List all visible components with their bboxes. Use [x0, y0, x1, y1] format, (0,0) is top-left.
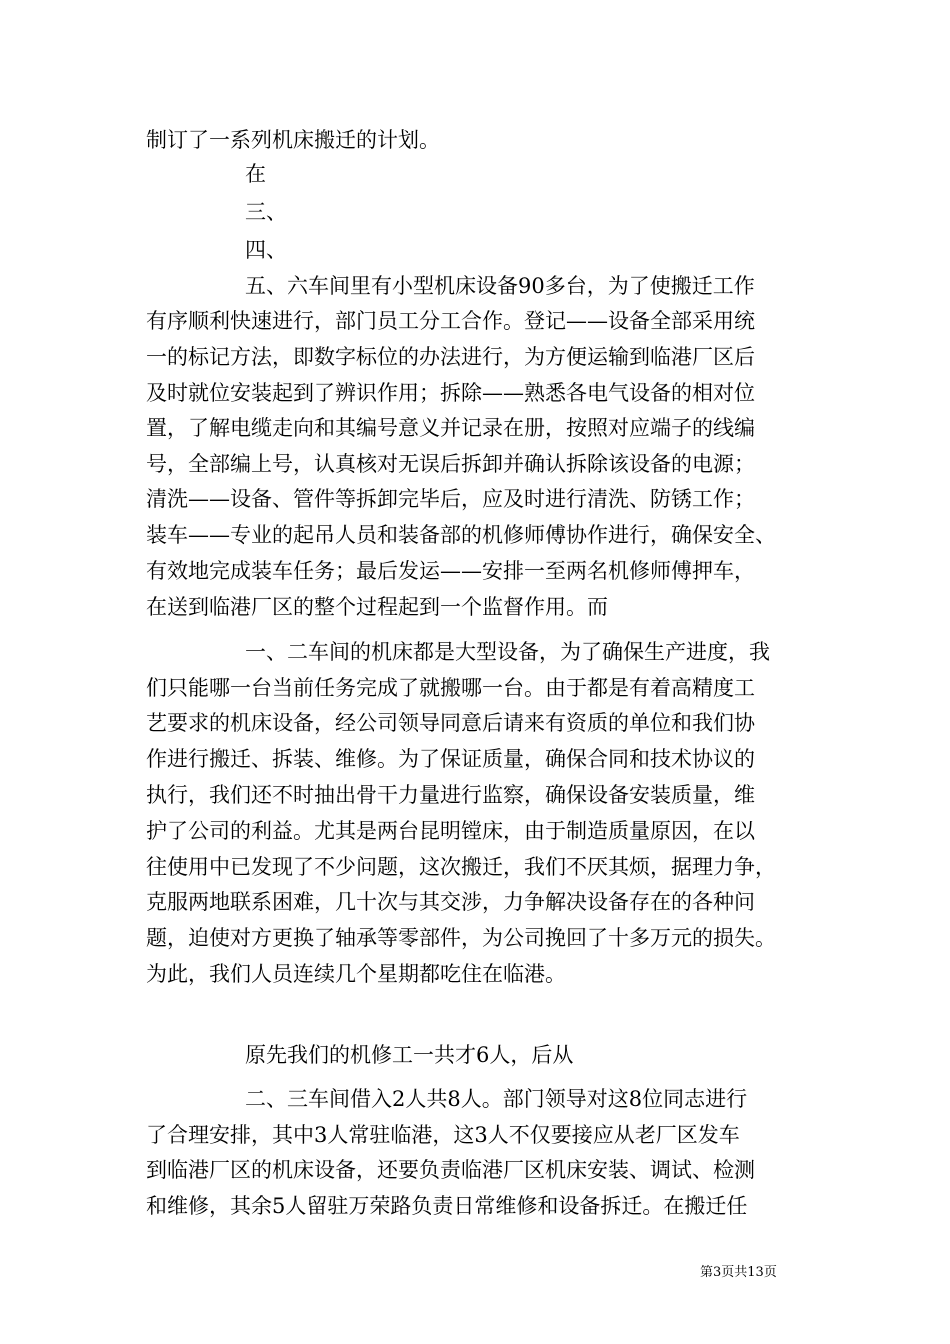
text-line: 为此，我们人员连续几个星期都吃住在临港。: [146, 962, 566, 986]
text-line: 装车——专业的起吊人员和装备部的机修师傅协作进行，确保安全、: [146, 523, 776, 547]
text-line: 置，了解电缆走向和其编号意义并记录在册，按照对应端子的线编: [146, 416, 755, 440]
text-line: 了合理安排，其中3人常驻临港，这3人不仅要接应从老厂区发车: [146, 1123, 740, 1147]
text-line: 艺要求的机床设备，经公司领导同意后请来有资质的单位和我们协: [146, 711, 755, 735]
text-line: 在送到临港厂区的整个过程起到一个监督作用。而: [146, 595, 608, 619]
text-line: 及时就位安装起到了辨识作用；拆除——熟悉各电气设备的相对位: [146, 381, 755, 405]
text-line: 号，全部编上号，认真核对无误后拆卸并确认拆除该设备的电源；: [146, 452, 755, 476]
text-line: 们只能哪一台当前任务完成了就搬哪一台。由于都是有着高精度工: [146, 676, 755, 700]
text-line: 到临港厂区的机床设备，还要负责临港厂区机床安装、调试、检测: [146, 1158, 755, 1182]
page-number-footer: 第3页共13页: [700, 1265, 777, 1280]
text-line: 原先我们的机修工一共才6人，后从: [245, 1043, 574, 1067]
text-line: 克服两地联系困难，几十次与其交涉，力争解决设备存在的各种问: [146, 890, 755, 914]
text-line: 三、: [245, 200, 287, 224]
text-line: 一、二车间的机床都是大型设备，为了确保生产进度，我: [245, 640, 770, 664]
text-line: 五、六车间里有小型机床设备90多台，为了使搬迁工作: [245, 274, 755, 298]
text-line: 往使用中已发现了不少问题，这次搬迁，我们不厌其烦，据理力争，: [146, 855, 776, 879]
text-line: 作进行搬迁、拆装、维修。为了保证质量，确保合同和技术协议的: [146, 747, 755, 771]
text-line: 护了公司的利益。尤其是两台昆明镗床，由于制造质量原因，在以: [146, 819, 755, 843]
text-line: 在: [245, 162, 266, 186]
text-line: 二、三车间借入2人共8人。部门领导对这8位同志进行: [245, 1087, 748, 1111]
text-line: 有效地完成装车任务；最后发运——安排一至两名机修师傅押车，: [146, 559, 755, 583]
text-line: 和维修，其余5人留驻万荣路负责日常维修和设备拆迁。在搬迁任: [146, 1194, 748, 1218]
text-line: 制订了一系列机床搬迁的计划。: [146, 128, 440, 152]
text-line: 题，迫使对方更换了轴承等零部件，为公司挽回了十多万元的损失。: [146, 926, 776, 950]
text-line: 执行，我们还不时抽出骨干力量进行监察，确保设备安装质量，维: [146, 783, 755, 807]
text-line: 一的标记方法，即数字标位的办法进行，为方便运输到临港厂区后: [146, 345, 755, 369]
text-line: 清洗——设备、管件等拆卸完毕后，应及时进行清洗、防锈工作；: [146, 487, 755, 511]
text-line: 四、: [245, 238, 287, 262]
text-line: 有序顺利快速进行，部门员工分工合作。登记——设备全部采用统: [146, 309, 755, 333]
